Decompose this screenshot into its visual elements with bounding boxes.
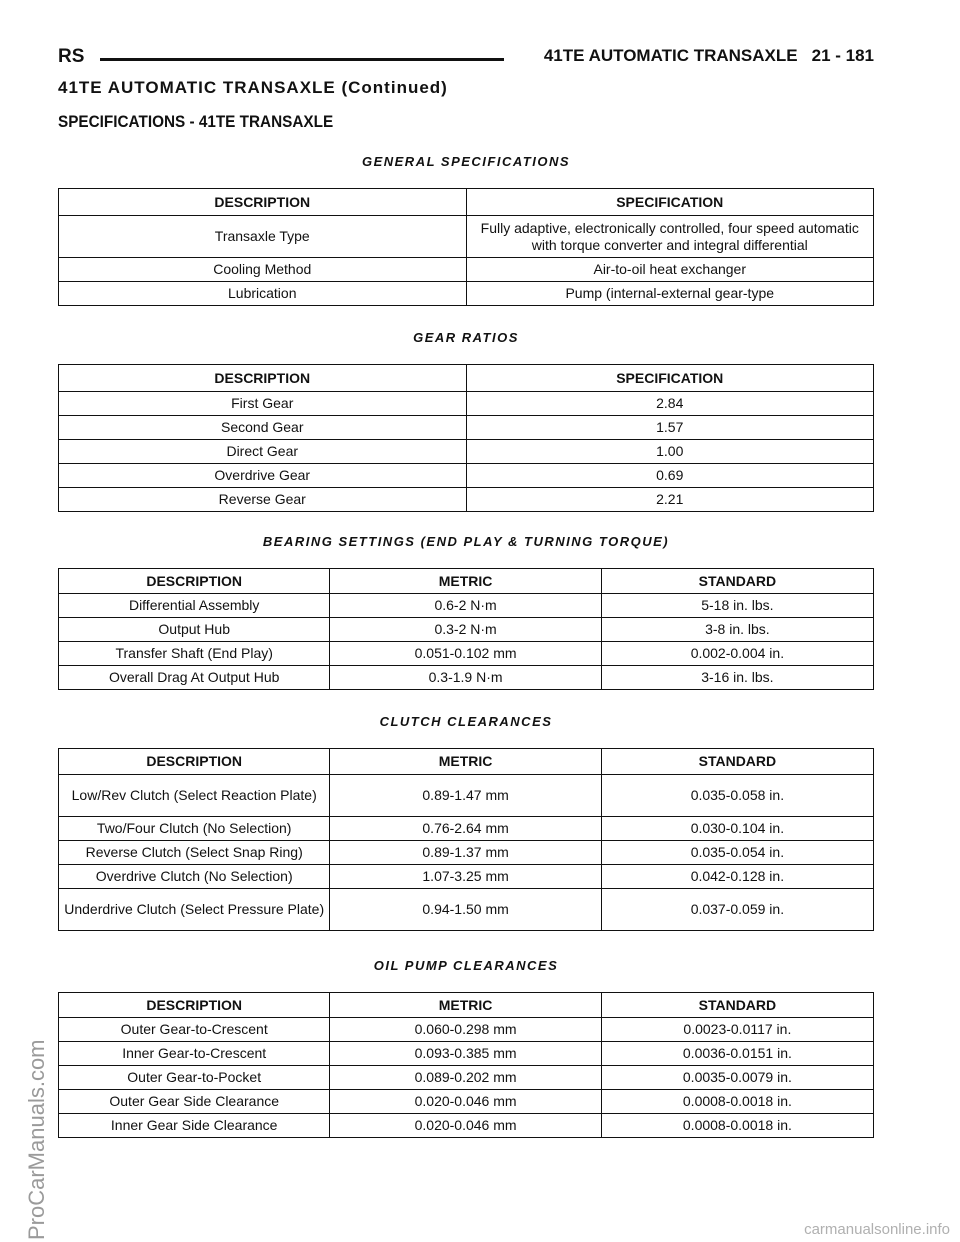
spec-table xyxy=(58,992,874,1138)
table-cell: 0.037-0.059 in. xyxy=(601,889,873,931)
table-cell: Output Hub xyxy=(59,618,330,642)
table-cell: Reverse Clutch (Select Snap Ring) xyxy=(59,841,330,865)
table-cell: Inner Gear Side Clearance xyxy=(59,1114,330,1138)
table-cell: First Gear xyxy=(59,392,467,416)
table-row xyxy=(59,1090,874,1114)
table-row xyxy=(59,1066,874,1090)
table-row xyxy=(59,666,874,690)
column-header: SPECIFICATION xyxy=(466,365,874,392)
header-model-code: RS xyxy=(58,46,85,67)
section-title: GENERAL SPECIFICATIONS xyxy=(361,154,571,169)
table-cell: Pump (internal-external gear-type xyxy=(466,282,874,306)
table-row xyxy=(59,841,874,865)
table-row xyxy=(59,282,874,306)
table-row xyxy=(59,1018,874,1042)
table-cell: 0.89-1.37 mm xyxy=(330,841,601,865)
table-cell: Cooling Method xyxy=(59,258,467,282)
spec-table xyxy=(58,568,874,690)
table-cell: Differential Assembly xyxy=(59,594,330,618)
table-row xyxy=(59,865,874,889)
table-cell: 0.002-0.004 in. xyxy=(601,642,873,666)
table-cell: Direct Gear xyxy=(59,440,467,464)
table-cell: 0.051-0.102 mm xyxy=(330,642,601,666)
table-cell: 2.84 xyxy=(466,392,874,416)
table-header-row xyxy=(59,749,874,775)
table-cell: Outer Gear Side Clearance xyxy=(59,1090,330,1114)
table-row xyxy=(59,440,874,464)
section-clutch-clearances xyxy=(58,712,874,931)
spec-table xyxy=(58,748,874,931)
table-cell: 0.035-0.058 in. xyxy=(601,775,873,817)
table-cell: Inner Gear-to-Crescent xyxy=(59,1042,330,1066)
table-cell: Lubrication xyxy=(59,282,467,306)
table-row xyxy=(59,775,874,817)
table-cell: 1.57 xyxy=(466,416,874,440)
section-bearing-settings xyxy=(58,532,874,690)
header-section-title: 41TE AUTOMATIC TRANSAXLE xyxy=(543,46,798,65)
section-oil-pump-clearances xyxy=(58,956,874,1138)
page-title: SPECIFICATIONS - 41TE TRANSAXLE xyxy=(58,112,334,131)
table-cell: 0.035-0.054 in. xyxy=(601,841,873,865)
footer-site-text: carmanualsonline.info xyxy=(804,1221,950,1238)
column-header: STANDARD xyxy=(601,749,873,775)
column-header: DESCRIPTION xyxy=(59,749,330,775)
column-header: DESCRIPTION xyxy=(59,993,330,1018)
table-row xyxy=(59,488,874,512)
table-cell: 0.0008-0.0018 in. xyxy=(601,1090,873,1114)
table-cell: Overdrive Gear xyxy=(59,464,467,488)
table-row xyxy=(59,258,874,282)
section-gear-ratios xyxy=(58,328,874,512)
table-cell: Overdrive Clutch (No Selection) xyxy=(59,865,330,889)
table-row xyxy=(59,416,874,440)
table-cell: 3-8 in. lbs. xyxy=(601,618,873,642)
table-row xyxy=(59,392,874,416)
spec-table xyxy=(58,364,874,512)
table-cell: 2.21 xyxy=(466,488,874,512)
section-title: GEAR RATIOS xyxy=(413,330,519,345)
header-section xyxy=(544,46,874,66)
table-cell: Two/Four Clutch (No Selection) xyxy=(59,817,330,841)
table-cell: 0.69 xyxy=(466,464,874,488)
table-cell: 0.020-0.046 mm xyxy=(330,1114,601,1138)
column-header: STANDARD xyxy=(601,569,873,594)
header-page-number: 21 - 181 xyxy=(811,46,874,65)
table-cell: 0.093-0.385 mm xyxy=(330,1042,601,1066)
section-title: OIL PUMP CLEARANCES xyxy=(373,958,559,973)
header-rule xyxy=(100,58,504,61)
table-cell: Outer Gear-to-Crescent xyxy=(59,1018,330,1042)
table-cell: Overall Drag At Output Hub xyxy=(59,666,330,690)
column-header: SPECIFICATION xyxy=(466,189,874,216)
column-header: DESCRIPTION xyxy=(59,569,330,594)
table-cell: 1.07-3.25 mm xyxy=(330,865,601,889)
table-cell: 0.6-2 N·m xyxy=(330,594,601,618)
table-cell: 3-16 in. lbs. xyxy=(601,666,873,690)
column-header: DESCRIPTION xyxy=(59,189,467,216)
column-header: STANDARD xyxy=(601,993,873,1018)
table-cell: 0.0023-0.0117 in. xyxy=(601,1018,873,1042)
section-general-specifications xyxy=(58,152,874,306)
table-row xyxy=(59,889,874,931)
column-header: DESCRIPTION xyxy=(59,365,467,392)
section-title: BEARING SETTINGS (END PLAY & TURNING TORQUE) xyxy=(262,534,670,549)
section-title: CLUTCH CLEARANCES xyxy=(379,714,553,729)
table-cell: 0.0008-0.0018 in. xyxy=(601,1114,873,1138)
table-cell: 0.060-0.298 mm xyxy=(330,1018,601,1042)
table-row xyxy=(59,594,874,618)
table-cell: Low/Rev Clutch (Select Reaction Plate) xyxy=(59,775,330,817)
table-cell: 1.00 xyxy=(466,440,874,464)
table-cell: Fully adaptive, electronically controlled, four speed automatic with torque converter and integral differential xyxy=(466,216,874,258)
column-header: METRIC xyxy=(330,749,601,775)
spec-table xyxy=(58,188,874,306)
table-row xyxy=(59,642,874,666)
continued-heading: 41TE AUTOMATIC TRANSAXLE (Continued) xyxy=(58,78,448,97)
table-cell: 0.020-0.046 mm xyxy=(330,1090,601,1114)
watermark-text: ProCarManuals.com xyxy=(24,1039,49,1240)
table-row xyxy=(59,464,874,488)
table-cell: 0.0036-0.0151 in. xyxy=(601,1042,873,1066)
table-header-row xyxy=(59,993,874,1018)
table-cell: Transfer Shaft (End Play) xyxy=(59,642,330,666)
table-row xyxy=(59,618,874,642)
table-cell: Underdrive Clutch (Select Pressure Plate) xyxy=(59,889,330,931)
table-cell: 0.94-1.50 mm xyxy=(330,889,601,931)
table-row xyxy=(59,216,874,258)
table-row xyxy=(59,1114,874,1138)
column-header: METRIC xyxy=(330,993,601,1018)
table-header-row xyxy=(59,569,874,594)
table-cell: 5-18 in. lbs. xyxy=(601,594,873,618)
table-cell: 0.042-0.128 in. xyxy=(601,865,873,889)
table-row xyxy=(59,817,874,841)
table-cell: Outer Gear-to-Pocket xyxy=(59,1066,330,1090)
table-cell: Transaxle Type xyxy=(59,216,467,258)
table-cell: Air-to-oil heat exchanger xyxy=(466,258,874,282)
table-cell: 0.89-1.47 mm xyxy=(330,775,601,817)
page-header xyxy=(58,46,874,74)
table-cell: 0.089-0.202 mm xyxy=(330,1066,601,1090)
table-cell: 0.030-0.104 in. xyxy=(601,817,873,841)
table-row xyxy=(59,1042,874,1066)
table-cell: Reverse Gear xyxy=(59,488,467,512)
table-cell: 0.3-1.9 N·m xyxy=(330,666,601,690)
table-cell: Second Gear xyxy=(59,416,467,440)
table-header-row xyxy=(59,365,874,392)
table-cell: 0.3-2 N·m xyxy=(330,618,601,642)
table-cell: 0.76-2.64 mm xyxy=(330,817,601,841)
table-header-row xyxy=(59,189,874,216)
column-header: METRIC xyxy=(330,569,601,594)
table-cell: 0.0035-0.0079 in. xyxy=(601,1066,873,1090)
